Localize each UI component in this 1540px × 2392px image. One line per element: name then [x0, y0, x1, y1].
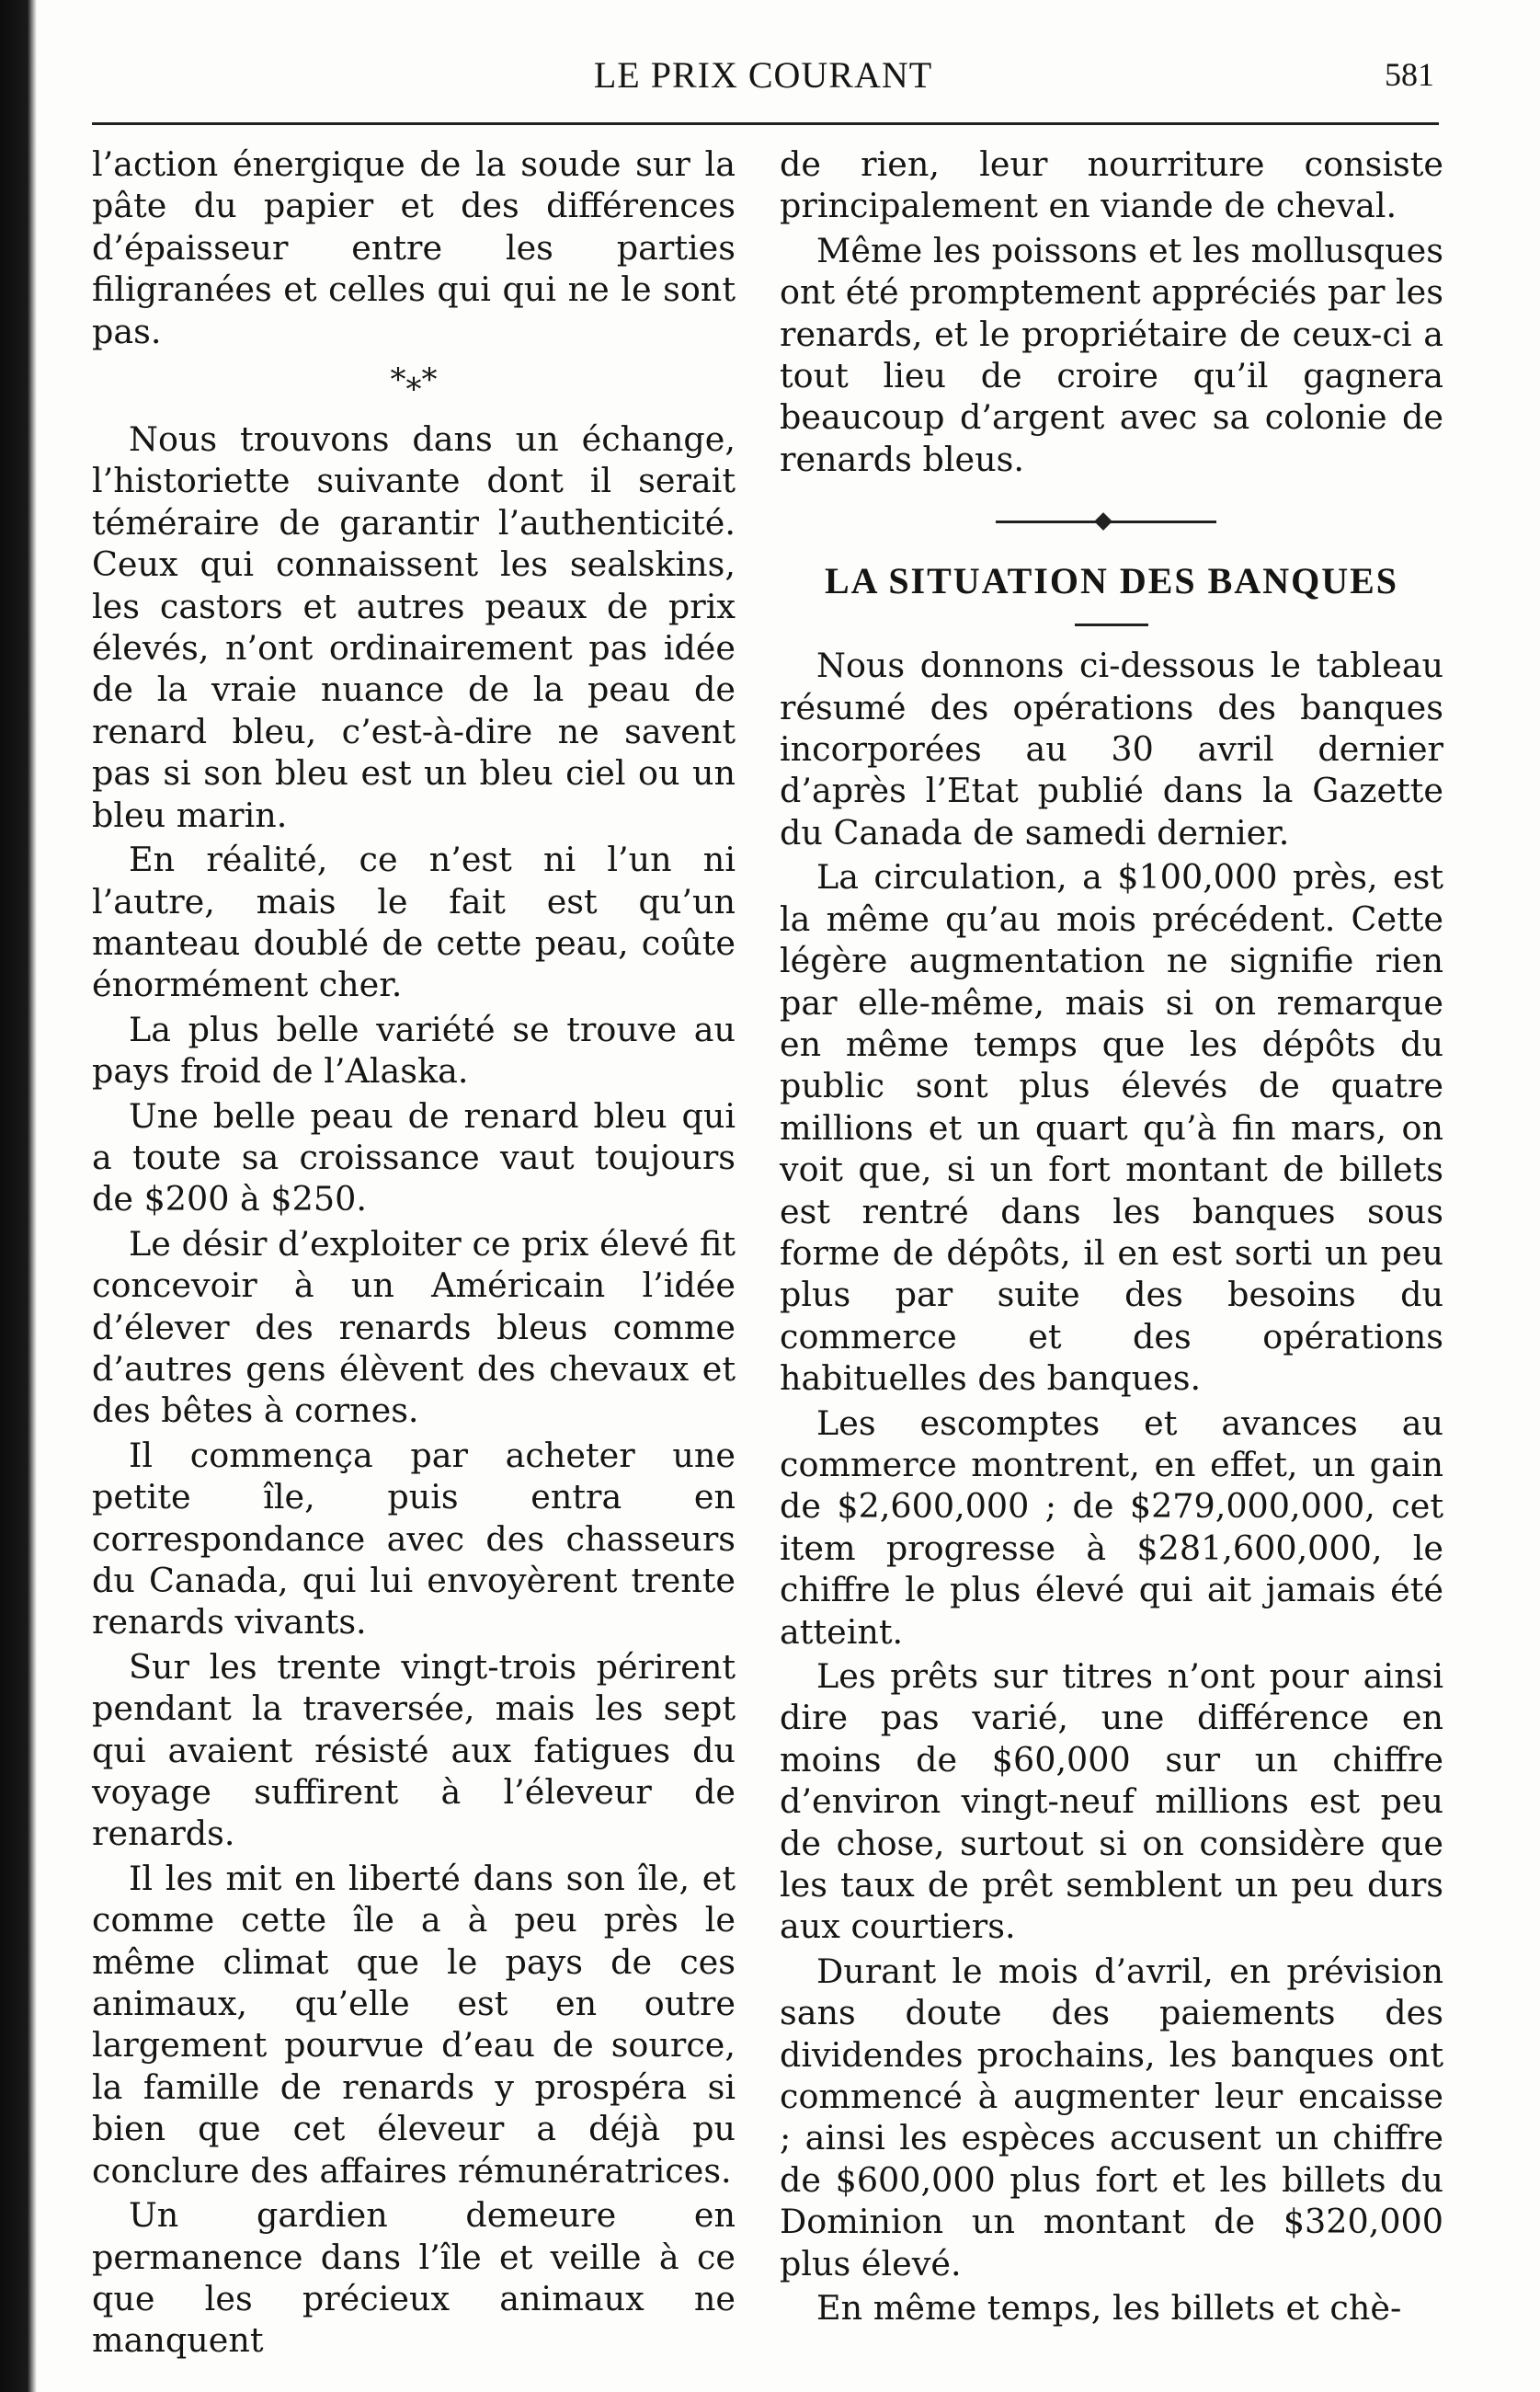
asterism: *⁎*: [390, 361, 438, 399]
left-column: [92, 143, 736, 2364]
paragraph: Le désir d’exploiter ce prix élevé fit concevoir à un Américain l’idée d’élever des renards bleus comme d’autres gens élèvent des chevaux et des bêtes à cornes.: [92, 1223, 736, 1431]
paragraph: Il les mit en liberté dans son île, et comme cette île a à peu près le même climat que le pays de ces animaux, qu’elle est en outre largement pourvue d’eau de source, la famille de renards y prospéra si bien que cet éleveur a déjà pu conclure des affaires rémunératrices.: [92, 1858, 736, 2191]
paragraph: En réalité, ce n’est ni l’un ni l’autre, mais le fait est qu’un manteau doublé de cette peau, coûte énormément cher.: [92, 840, 736, 1005]
running-title: LE PRIX COURANT: [593, 54, 933, 96]
paragraph: l’action énergique de la soude sur la pâte du papier et des différences d’épaisseur entre les parties filigranées et celles qui qui ne le sont pas.: [92, 144, 736, 351]
section-separator-ornament: [780, 508, 1443, 535]
running-header: [92, 53, 1434, 109]
paragraph: La circulation, a $100,000 près, est la même qu’au mois précédent. Cette légère augmentation ne signifie rien par elle-même, mais si on remarque en même temps que les dépôts du public sont plus élevés de quatre millions et un quart qu’à fin mars, on voit que, si un fort montant de billets est rentré dans les banques sous forme de dépôts, il en est sorti un peu plus par suite des besoins du commerce et des opérations habituelles des banques.: [780, 857, 1443, 1399]
header-rule: [92, 122, 1439, 125]
paragraph: Les escomptes et avances au commerce montrent, en effet, un gain de $2,600,000 ; de $279,000,000, cet item progresse à $281,600,000, le chiffre le plus élevé qui ait jamais été atteint.: [780, 1402, 1443, 1652]
paragraph: Durant le mois d’avril, en prévision sans doute des paiements des dividendes prochains, les banques ont commencé à augmenter leur encaisse ; ainsi les espèces accusent un chiffre de $600,000 plus fort et les billets du Dominion un montant de $320,000 plus élevé.: [780, 1951, 1443, 2283]
title-rule: [1075, 624, 1148, 626]
diamond-ornament-icon: [1094, 512, 1112, 531]
paragraph: Même les poissons et les mollusques ont été promptement appréciés par les renards, et le propriétaire de ceux-ci a tout lieu de croire qu’il gagnera beaucoup d’argent avec sa colonie de renards bleus.: [780, 230, 1444, 479]
paragraph: Un gardien demeure en permanence dans l’île et veille à ce que les précieux animaux ne manquent: [92, 2195, 736, 2361]
paragraph: Une belle peau de renard bleu qui a toute sa croissance vaut toujours de $200 à $250.: [92, 1095, 736, 1219]
page-number: 581: [1385, 56, 1434, 93]
paragraph: Nous donnons ci-dessous le tableau résumé des opérations des banques incorporées au 30 avril dernier d’après l’Etat publié dans la Gazette du Canada de samedi dernier.: [780, 646, 1443, 853]
paragraph: Il commença par acheter une petite île, puis entra en correspondance avec des chasseurs du Canada, qui lui envoyèrent trente renards vivants.: [92, 1435, 736, 1642]
paragraph: Nous trouvons dans un échange, l’historiette suivante dont il serait téméraire de garantir l’authenticité. Ceux qui connaissent les sealskins, les castors et autres peaux de prix élevés, n’ont ordinairement pas idée de la vraie nuance de la peau de renard bleu, c’est-à-dire ne savent pas si son bleu est un bleu ciel ou un bleu marin.: [92, 419, 736, 835]
paragraph: Sur les trente vingt-trois périrent pendant la traversée, mais les sept qui avaient résisté aux fatigues du voyage suffirent à l’éleveur de renards.: [92, 1646, 736, 1854]
scan-binding-edge: [0, 0, 37, 2392]
paragraph: de rien, leur nourriture consiste principalement en viande de cheval.: [780, 144, 1443, 226]
section-title: LA SITUATION DES BANQUES: [824, 560, 1399, 602]
paragraph: La plus belle variété se trouve au pays froid de l’Alaska.: [92, 1009, 736, 1092]
right-column: [780, 143, 1443, 2332]
paragraph: En même temps, les billets et chè-: [816, 2288, 1402, 2329]
paragraph: Les prêts sur titres n’ont pour ainsi dire pas varié, une différence en moins de $60,000 sur un chiffre d’environ vingt-neuf millions est peu de chose, surtout si on considère que les taux de prêt semblent un peu durs aux courtiers.: [780, 1656, 1443, 1947]
